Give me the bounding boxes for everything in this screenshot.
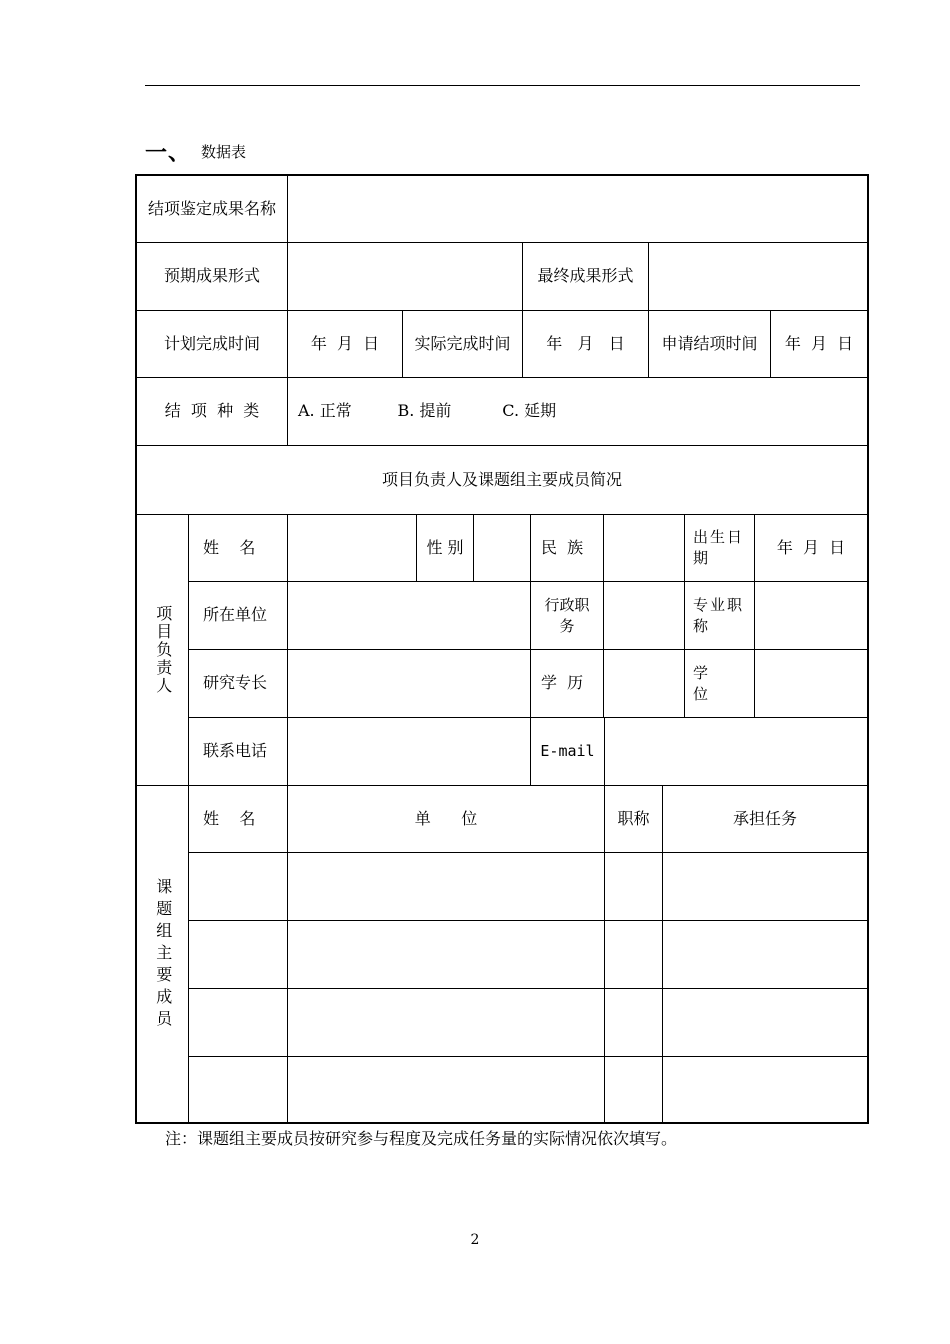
member-row-2-unit[interactable]: [287, 920, 605, 989]
members-group-label: 课题组主要成员: [153, 877, 173, 1032]
final-form-label: 最终成果形式: [537, 266, 634, 286]
degree-label-cell: [684, 649, 755, 718]
member-row-3-name[interactable]: [188, 988, 288, 1057]
member-row-4-unit[interactable]: [287, 1056, 605, 1124]
member-row-4-task[interactable]: [662, 1056, 868, 1124]
member-row-3-task[interactable]: [662, 988, 868, 1057]
actual-time-label-cell: [402, 310, 523, 378]
phone-label-cell: [188, 717, 288, 786]
expertise-input-cell[interactable]: [287, 649, 531, 718]
type-options-cell[interactable]: [287, 377, 868, 446]
gender-label: 性 别: [426, 537, 464, 557]
member-row-2-name[interactable]: [188, 920, 288, 989]
result-name-label: 结项鉴定成果名称: [147, 198, 276, 218]
member-row-4-title[interactable]: [604, 1056, 663, 1124]
apply-time-label: 申请结项时间: [661, 333, 758, 353]
ethnicity-label: 民 族: [541, 537, 584, 557]
header-rule: [145, 85, 860, 86]
email-label-cell: [530, 717, 605, 786]
actual-time-label: 实际完成时间: [414, 333, 511, 353]
members-col-title: [604, 785, 663, 853]
expertise-label: 研究专长: [203, 673, 268, 693]
members-col-unit: [287, 785, 605, 853]
final-form-input-cell[interactable]: [648, 242, 868, 311]
expected-form-label-cell: [136, 242, 288, 311]
members-col-title-label: 职称: [617, 808, 650, 828]
type-label: 结 项 种 类: [164, 401, 260, 421]
leader-name-label-cell: [188, 514, 288, 582]
apply-time-input-cell[interactable]: [770, 310, 868, 378]
members-col-unit-label: 单 位: [414, 808, 478, 828]
actual-time-input-cell[interactable]: [522, 310, 649, 378]
members-col-task: [662, 785, 868, 853]
result-name-label-cell: [136, 175, 288, 243]
prof-title-input-cell[interactable]: [754, 581, 868, 650]
expected-form-input-cell[interactable]: [287, 242, 523, 311]
members-col-task-label: 承担任务: [732, 808, 797, 828]
unit-label-cell: [188, 581, 288, 650]
plan-time-label-cell: [136, 310, 288, 378]
expertise-label-cell: [188, 649, 288, 718]
section-title: 数据表: [201, 142, 247, 161]
type-label-cell: [136, 377, 288, 446]
ethnicity-input-cell[interactable]: [603, 514, 685, 582]
members-col-name: [188, 785, 288, 853]
admin-post-input-cell[interactable]: [603, 581, 685, 650]
member-row-2-task[interactable]: [662, 920, 868, 989]
type-options: A. 正常 B. 提前 C. 延期: [298, 401, 557, 421]
degree-label: 学位: [693, 663, 709, 703]
leader-group-cell: [136, 514, 189, 786]
page-number: 2: [470, 1232, 480, 1248]
unit-input-cell[interactable]: [287, 581, 531, 650]
prof-title-label-cell: [684, 581, 755, 650]
section-heading: [145, 136, 246, 166]
member-row-1-name[interactable]: [188, 852, 288, 921]
member-row-1-unit[interactable]: [287, 852, 605, 921]
email-input-cell[interactable]: [604, 717, 868, 786]
members-header: 项目负责人及课题组主要成员简况: [381, 469, 622, 489]
admin-post-label: 行政职务: [544, 595, 590, 635]
final-form-label-cell: [522, 242, 649, 311]
phone-label: 联系电话: [203, 741, 268, 761]
birth-label-cell: [684, 514, 755, 582]
education-input-cell[interactable]: [603, 649, 685, 718]
leader-name-input-cell[interactable]: [287, 514, 417, 582]
member-row-3-title[interactable]: [604, 988, 663, 1057]
members-header-cell: [136, 445, 868, 515]
leader-group-label: 项目负责人: [153, 605, 173, 695]
actual-time-date: 年 月 日: [546, 333, 625, 353]
plan-time-date: 年 月 日: [310, 333, 380, 353]
admin-post-label-cell: [530, 581, 604, 650]
plan-time-input-cell[interactable]: [287, 310, 403, 378]
unit-label: 所在单位: [203, 605, 268, 625]
section-number: 一、: [145, 140, 192, 166]
member-row-2-title[interactable]: [604, 920, 663, 989]
birth-input-cell[interactable]: [754, 514, 868, 582]
degree-input-cell[interactable]: [754, 649, 868, 718]
gender-label-cell: [416, 514, 474, 582]
member-row-1-title[interactable]: [604, 852, 663, 921]
leader-name-label: 姓 名: [203, 537, 256, 557]
ethnicity-label-cell: [530, 514, 604, 582]
education-label: 学 历: [541, 673, 584, 693]
member-row-1-task[interactable]: [662, 852, 868, 921]
birth-value: 年 月 日: [776, 537, 846, 557]
phone-input-cell[interactable]: [287, 717, 531, 786]
expected-form-label: 预期成果形式: [163, 266, 260, 286]
table-note: 注：课题组主要成员按研究参与程度及完成任务量的实际情况依次填写。: [165, 1129, 678, 1148]
result-name-input-cell[interactable]: [287, 175, 868, 243]
members-group-cell: [136, 785, 189, 1124]
apply-time-date: 年 月 日: [784, 333, 854, 353]
birth-label: 出生日期: [693, 528, 745, 567]
plan-time-label: 计划完成时间: [163, 333, 260, 353]
education-label-cell: [530, 649, 604, 718]
email-label: E-mail: [540, 742, 595, 760]
member-row-3-unit[interactable]: [287, 988, 605, 1057]
apply-time-label-cell: [648, 310, 771, 378]
prof-title-label: 专业职称: [693, 595, 745, 635]
members-col-name-label: 姓 名: [203, 808, 256, 828]
gender-input-cell[interactable]: [473, 514, 531, 582]
member-row-4-name[interactable]: [188, 1056, 288, 1124]
